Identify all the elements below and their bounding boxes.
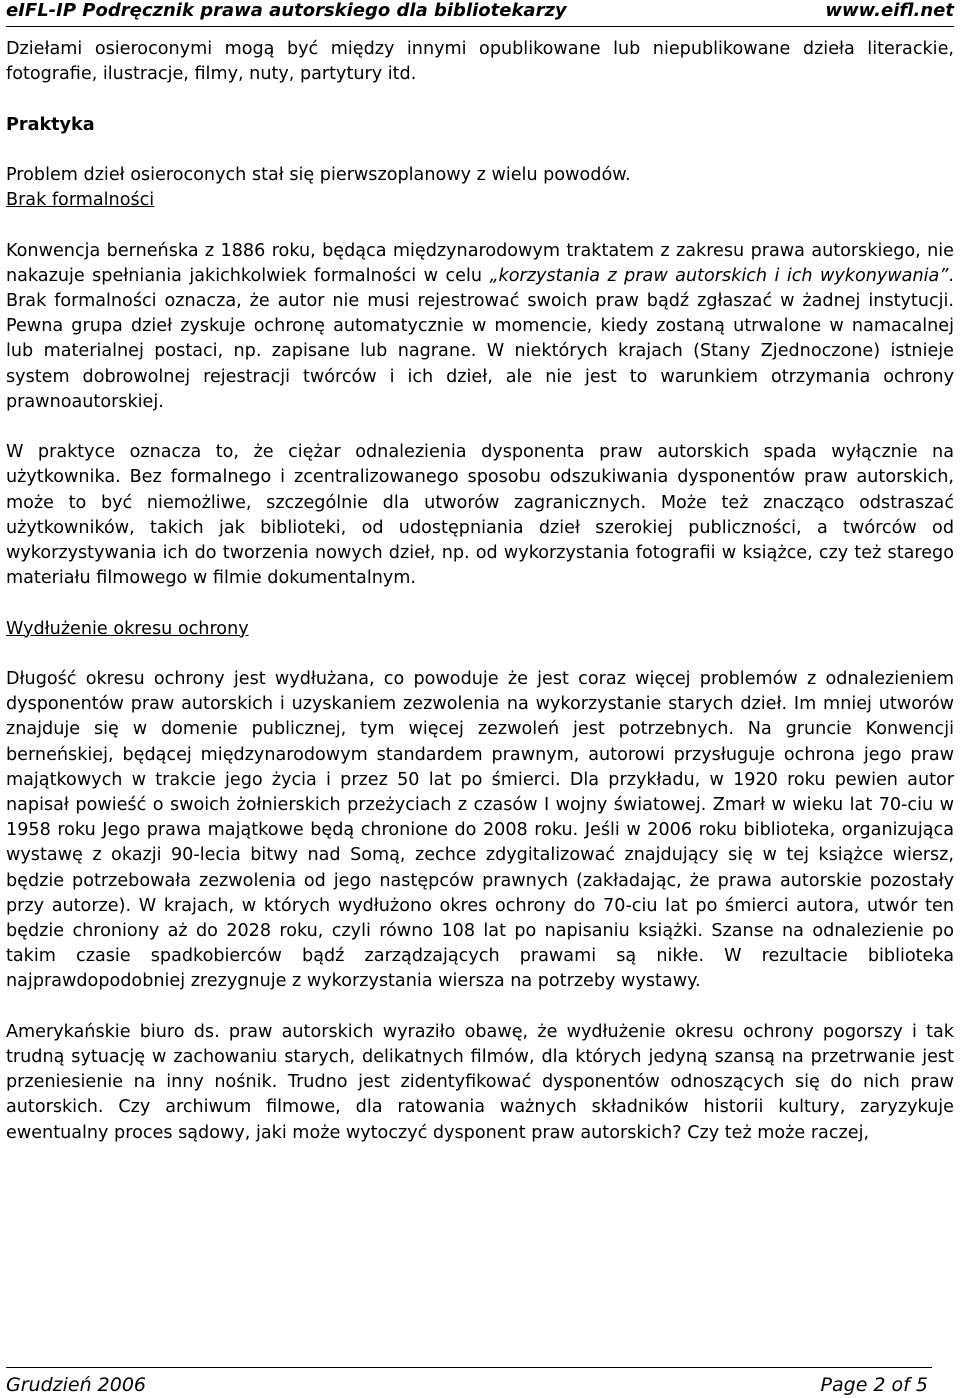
- header-title: eIFL-IP Podręcznik prawa autorskiego dla bibliotekarzy: [6, 0, 567, 21]
- paragraph-konwencja-text-a: Konwencja berneńska z 1886 roku, będąca międzynarodowym traktatem z zakresu prawa autorskiego, nie nakazuje spełniania jakichkolwiek formalności w celu: [6, 240, 954, 286]
- heading-wydluzenie: Wydłużenie okresu ochrony: [6, 618, 249, 639]
- paragraph-konwencja-text-b: . Brak formalności oznacza, że autor nie musi rejestrować swoich praw bądź zgłaszać w żadnej instytucji. Pewna grupa dzieł zyskuje ochronę automatycznie w momencie, kiedy zostaną utrwalone w namacalnej lub materialnej postaci, np. zapisane lub nagrane. W niektórych krajach (Stany Zjednoczone) istnieje system dobrowolnej rejestracji twórców i ich dzieł, ale nie jest to warunkiem otrzymania ochrony prawnoautorskiej.: [6, 265, 954, 412]
- paragraph-dlugosc: Długość okresu ochrony jest wydłużana, co powoduje że jest coraz więcej problemów z odnalezieniem dysponentów praw autorskich i uzyskaniem zezwolenia na wykorzystanie starych dzieł. Im mniej utworów znajduje się w domenie publicznej, tym więcej zezwoleń jest potrzebnych. Na gruncie Konwencji berneńskiej, będącej międzynarodowym standardem prawnym, autorowi przysługuje ochrona jego praw majątkowych w trakcie jego życia i przez 50 lat po śmierci. Dla przykładu, w 1920 roku pewien autor napisał powieść o swoich żołnierskich przeżyciach z czasów I wojny światowej. Zmarł w wieku lat 70-ciu w 1958 roku Jego prawa majątkowe będą chronione do 2008 roku. Jeśli w 2006 roku biblioteka, organizująca wystawę z okazji 90-lecia bitwy nad Somą, zechce zdygitalizować znajdujący się w tej książce wiersz, będzie potrzebowała zezwolenia od jego następców prawnych (zakładając, że prawa autorskie pozostały przy autorze). W krajach, w których wydłużono okres ochrony do 70-ciu lat po śmierci autora, utwór ten będzie chroniony aż do 2028 roku, czyli równo 108 lat po napisaniu książki. Szanse na odnalezienie po takim czasie spadkobierców bądź zarządzających prawami są nikłe. W rezultacie biblioteka najprawdopodobniej zrezygnuje z wykorzystania wiersza na potrzeby wystawy.: [6, 668, 954, 992]
- document-body: [6, 37, 954, 1146]
- page-footer: [6, 1373, 928, 1397]
- paragraph-problem: Problem dzieł osieroconych stał się pierwszoplanowy z wielu powodów.: [6, 164, 631, 185]
- paragraph-orphan-works: Dziełami osieroconymi mogą być między innymi opublikowane lub niepublikowane dzieła literackie, fotografie, ilustracje, filmy, nuty, partytury itd.: [6, 39, 954, 85]
- paragraph-w-praktyce: W praktyce oznacza to, że ciężar odnalezienia dysponenta praw autorskich spada wyłącznie na użytkownika. Bez formalnego i zcentralizowanego sposobu odszukiwania dysponentów praw autorskich, może to być niemożliwe, szczególnie dla utworów zagranicznych. Może też znacząco odstraszać użytkowników, takich jak biblioteki, od udostępniania dzieł szerokiej publiczności, a twórców od wykorzystywania ich do tworzenia nowych dzieł, np. od wykorzystania fotografii w książce, czy też starego materiału filmowego w filmie dokumentalnym.: [6, 442, 954, 589]
- header-site: www.eifl.net: [825, 0, 954, 21]
- footer-page-number: Page 2 of 5: [820, 1374, 928, 1396]
- heading-brak-formalnosci: Brak formalności: [6, 190, 155, 211]
- paragraph-konwencja-quote: „korzystania z praw autorskich i ich wykonywania”: [489, 265, 949, 286]
- heading-praktyka: Praktyka: [6, 114, 95, 135]
- page-header: [6, 0, 954, 26]
- paragraph-amerykanskie: Amerykańskie biuro ds. praw autorskich wyraziło obawę, że wydłużenie okresu ochrony pogorszy i tak trudną sytuację w zachowaniu starych, delikatnych filmów, dla których jedyną szansą na przetrwanie jest przeniesienie na inny nośnik. Trudno jest zidentyfikować dysponentów odnoszących się do nich praw autorskich. Czy archiwum filmowe, dla ratowania ważnych składników historii kultury, zaryzykuje ewentualny proces sądowy, jaki może wytoczyć dysponent praw autorskich? Czy też może raczej,: [6, 1021, 954, 1143]
- header-rule: [6, 26, 954, 27]
- paragraph-konwencja: [6, 239, 954, 415]
- footer-rule: [6, 1367, 932, 1368]
- footer-date: Grudzień 2006: [6, 1374, 147, 1396]
